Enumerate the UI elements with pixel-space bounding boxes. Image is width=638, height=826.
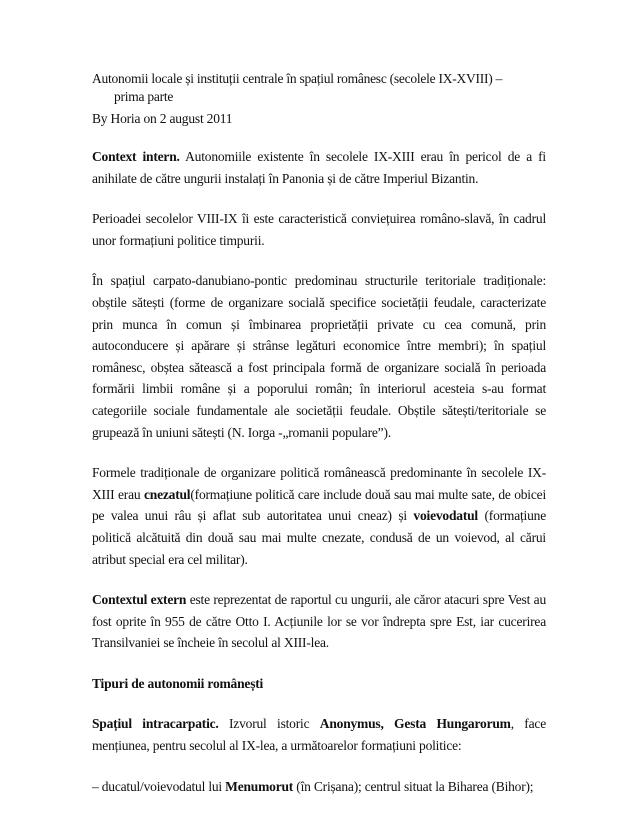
intracarpatic-text-b: , face mențiunea, pentru secolul al IX-lea, a următoarelor formațiuni politice: bbox=[92, 716, 546, 754]
title-line-1: Autonomii locale și instituții centrale în spațiul românesc (secolele IX-XVIII) – bbox=[92, 71, 503, 86]
paragraph-intracarpatic bbox=[92, 713, 546, 756]
ducatul-text-b: (în Crișana); centrul situat la Biharea (Bihor); bbox=[293, 778, 534, 794]
ducatul-text-a: – ducatul/voievodatul lui bbox=[92, 778, 226, 794]
intracarpatic-text-a: Izvorul istoric bbox=[218, 716, 320, 732]
voievodatul-term: voievodatul bbox=[413, 508, 478, 524]
paragraph-perioada: Perioadei secolelor VIII-IX îi este caracteristică conviețuirea româno-slavă, în cadrul unor formațiuni politice timpurii. bbox=[92, 211, 546, 248]
formele-text-a: Formele tradiționale de organizare politică românească predominante în secolele IX-XIII erau bbox=[92, 465, 546, 502]
article-title bbox=[92, 70, 546, 106]
paragraph-spatiul: În spațiul carpato-danubiano-pontic predominau structurile teritoriale tradiționale: obștile sătești (forme de organizare socială specifice societății feudale, caracterizate prin munca în comun și îmbinarea proprietății private cu cea comună, prin autoconducere și apărare și strânse legături economice între membri); în spațiul românesc, obștea sătească a fost principala formă de organizare socială în perioada formării limbii române și a poporului român; în interiorul acesteia s-au format categoriile sociale fundamentale ale societății feudale. Obștile sătești/teritoriale se grupează în uniuni sătești (N. Iorga -„romanii populare”). bbox=[92, 273, 546, 440]
context-intern-label: Context intern. bbox=[92, 149, 180, 164]
article-byline: By Horia on 2 august 2011 bbox=[92, 111, 233, 126]
formele-text-c: (formațiune politică alcătuită din două sau mai multe cnezate, condusă de un voievod, al cărui atribut special era cel militar). bbox=[92, 508, 547, 567]
context-extern-text: este reprezentat de raportul cu ungurii, ale căror atacuri spre Vest au fost oprite în 955 de către Otto I. Acțiunile lor se vor îndrepta spre Est, iar cucerirea Transilvaniei se încheie în secolul al XIII-lea. bbox=[92, 592, 546, 651]
cnezatul-term: cnezatul bbox=[143, 486, 191, 502]
document-content bbox=[92, 70, 546, 797]
paragraph-context-intern bbox=[92, 146, 546, 189]
anonymus-source: Anonymus, Gesta Hungarorum bbox=[319, 716, 511, 732]
tipuri-heading-text: Tipuri de autonomii românești bbox=[92, 675, 264, 691]
context-extern-label: Contextul extern bbox=[92, 592, 187, 608]
menumorut-name: Menumorut bbox=[225, 778, 294, 794]
title-line-2: prima parte bbox=[114, 89, 174, 104]
intracarpatic-label: Spațiul intracarpatic. bbox=[92, 716, 219, 732]
list-item-ducatul bbox=[92, 776, 546, 798]
section-heading-tipuri bbox=[92, 673, 546, 695]
paragraph-context-extern bbox=[92, 589, 546, 654]
context-intern-text: Autonomiile existente în secolele IX-XIII erau în pericol de a fi anihilate de către ungurii instalați în Panonia și de către Imperiul Bizantin. bbox=[92, 149, 546, 186]
paragraph-formele bbox=[92, 462, 546, 570]
formele-text-b: (formațiune politică care include două sau mai multe sate, de obicei pe valea unui râu și aflat sub autoritatea unui cneaz) și bbox=[92, 486, 546, 524]
